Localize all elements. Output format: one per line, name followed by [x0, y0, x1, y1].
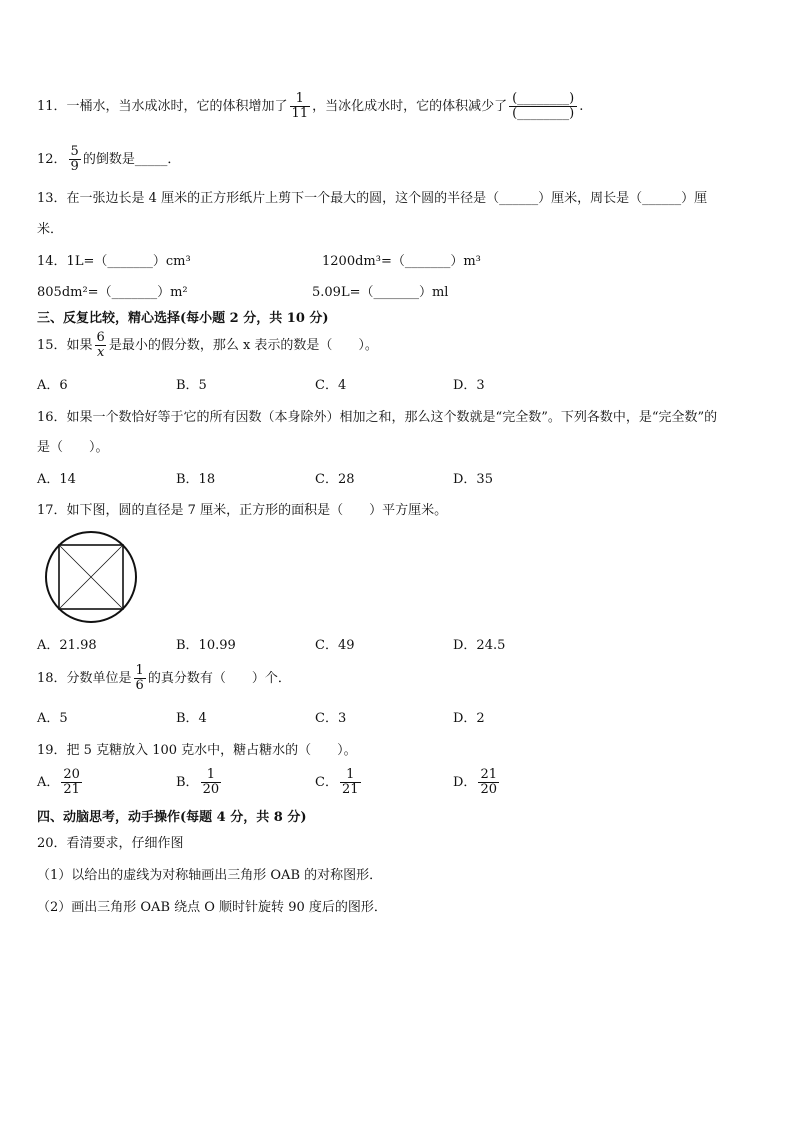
q19-c-fraction: $\frac{1}{21}$ — [341, 767, 359, 797]
q12-text: 的倒数是_____． — [82, 152, 181, 167]
q18-option-c[interactable]: C．3 — [315, 711, 347, 726]
question-20: 20．看清要求，仔细作图 — [37, 836, 184, 851]
q11-fraction: $\frac{1}{11}$ — [291, 91, 309, 121]
question-15: 15．如果 $\frac{6}{x}$ 是最小的假分数，那么 x 表示的数是（ ）。 — [37, 330, 378, 360]
section-4-heading: 四、动脑思考，动手操作(每题 4 分，共 8 分) — [37, 810, 307, 825]
question-16-line1: 16．如果一个数恰好等于它的所有因数（本身除外）相加之和，那么这个数就是“完全数”。下列各数中，是“完全数”的 — [37, 410, 718, 425]
q18-option-d[interactable]: D．2 — [453, 711, 485, 726]
q19-a-fraction: $\frac{20}{21}$ — [63, 767, 80, 797]
q16-option-c[interactable]: C．28 — [315, 472, 355, 487]
q17-option-b[interactable]: B．10.99 — [176, 638, 236, 653]
question-14b: 1200dm³=（_______）m³ — [322, 254, 481, 269]
q15-option-d[interactable]: D．3 — [453, 378, 485, 393]
q19-option-d[interactable]: D． $\frac{21}{20}$ — [453, 767, 497, 797]
question-20-sub2: （2）画出三角形 OAB 绕点 O 顺时针旋转 90 度后的图形． — [37, 900, 387, 915]
q18-fraction: $\frac{1}{6}$ — [135, 663, 144, 693]
q15-option-b[interactable]: B．5 — [176, 378, 207, 393]
q15-option-a[interactable]: A．6 — [37, 378, 68, 393]
question-17: 17．如下图，圆的直径是 7 厘米，正方形的面积是（ ）平方厘米。 — [37, 503, 448, 518]
question-18: 18．分数单位是 $\frac{1}{6}$ 的真分数有（ ）个． — [37, 663, 291, 693]
question-20-sub1: （1）以给出的虚线为对称轴画出三角形 OAB 的对称图形． — [37, 868, 383, 883]
question-11: 11．一桶水，当水成冰时，它的体积增加了 $\frac{1}{11}$ ，当冰化成水时，它的体积减少了 $\frac{(\_\_\_\_\_\_\_\_)}{(\_\_\_\_\_\_\_\_)}$ . — [37, 91, 584, 121]
question-14d: 5.09L=（_______）ml — [312, 285, 449, 300]
q17-option-c[interactable]: C．49 — [315, 638, 355, 653]
q11-text-a: 11．一桶水，当水成冰时，它的体积增加了 — [37, 99, 288, 114]
question-14c: 805dm²=（_______）m² — [37, 285, 188, 300]
q11-text-b: ，当冰化成水时，它的体积减少了 — [312, 99, 508, 114]
q19-option-a[interactable]: A． $\frac{20}{21}$ — [37, 767, 80, 797]
question-16-line2: 是（ ）。 — [37, 440, 109, 455]
q19-d-fraction: $\frac{21}{20}$ — [480, 767, 497, 797]
q12-fraction: $\frac{5}{9}$ — [70, 144, 79, 174]
q15-fraction: $\frac{6}{x}$ — [96, 330, 105, 360]
question-13-line1: 13．在一张边长是 4 厘米的正方形纸片上剪下一个最大的圆，这个圆的半径是（______）厘米，周长是（______）厘 — [37, 191, 708, 206]
circle-square-figure — [42, 528, 140, 626]
question-14a: 14．1L=（_______）cm³ — [37, 254, 191, 269]
q19-option-c[interactable]: C． $\frac{1}{21}$ — [315, 767, 359, 797]
question-19: 19．把 5 克糖放入 100 克水中，糖占糖水的（ ）。 — [37, 743, 357, 758]
question-13-line2: 米． — [37, 222, 64, 237]
q17-option-a[interactable]: A．21.98 — [37, 638, 97, 653]
q16-option-a[interactable]: A．14 — [37, 472, 76, 487]
q19-option-b[interactable]: B． $\frac{1}{20}$ — [176, 767, 220, 797]
section-3-heading: 三、反复比较，精心选择(每小题 2 分，共 10 分) — [37, 311, 329, 326]
q16-option-b[interactable]: B．18 — [176, 472, 216, 487]
q19-b-fraction: $\frac{1}{20}$ — [202, 767, 220, 797]
question-12: 12． $\frac{5}{9}$ 的倒数是_____． — [37, 144, 181, 174]
q17-option-d[interactable]: D．24.5 — [453, 638, 506, 653]
q18-option-a[interactable]: A．5 — [37, 711, 68, 726]
q15-option-c[interactable]: C．4 — [315, 378, 347, 393]
q11-answer-blank[interactable]: $\frac{(\_\_\_\_\_\_\_\_)}{(\_\_\_\_\_\_\_\_)}$ — [509, 92, 577, 120]
q18-option-b[interactable]: B．4 — [176, 711, 207, 726]
q16-option-d[interactable]: D．35 — [453, 472, 493, 487]
